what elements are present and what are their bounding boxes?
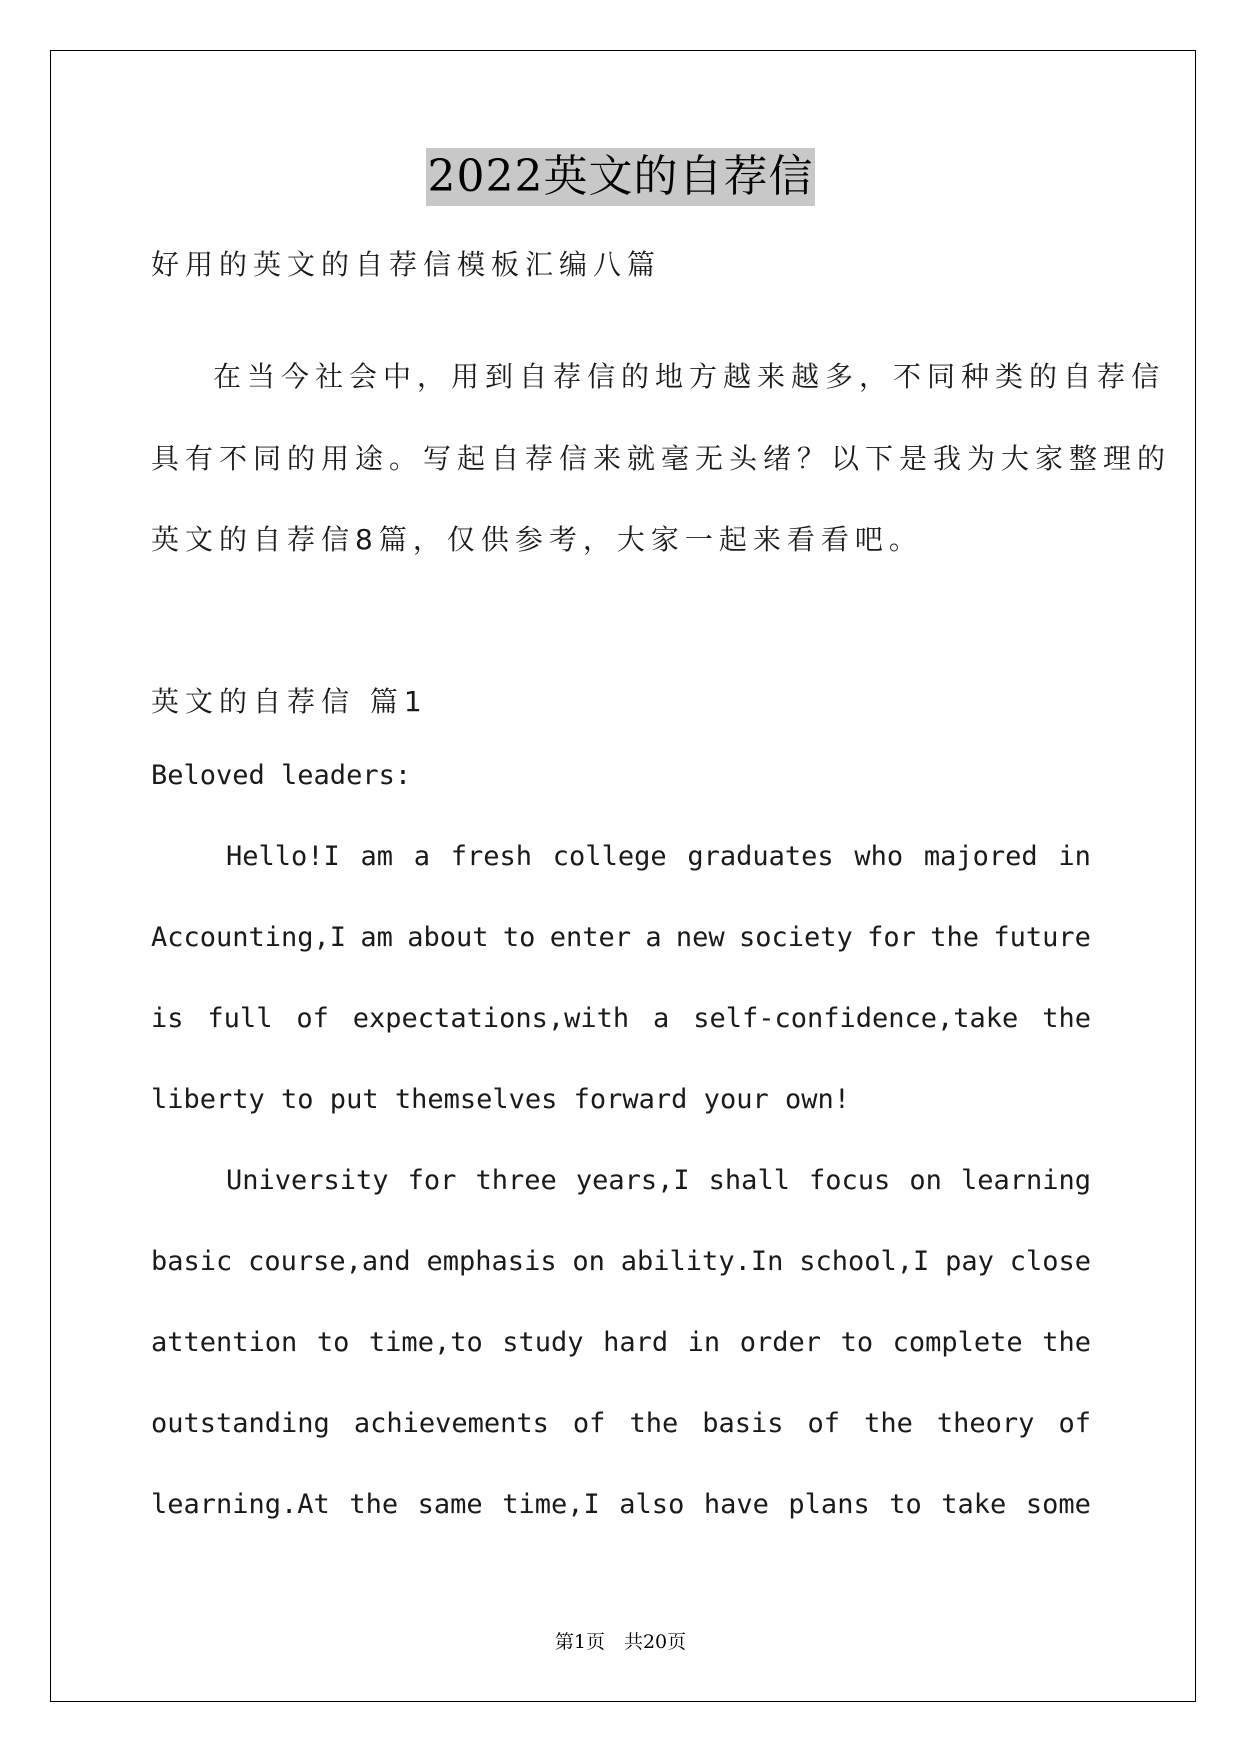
word: ability.In (620, 1246, 784, 1277)
word: for (867, 922, 916, 953)
word: theory (936, 1408, 1035, 1439)
word: of (807, 1408, 841, 1439)
para2-line-1 (226, 1165, 1091, 1196)
word: majored (923, 841, 1038, 872)
word: learning.At (151, 1489, 330, 1520)
word: study (502, 1327, 584, 1358)
para1-line-3 (151, 1003, 1091, 1034)
word: outstanding (151, 1408, 330, 1439)
para2-line-3 (151, 1327, 1091, 1358)
word: pay (945, 1246, 994, 1277)
word: hard (603, 1327, 669, 1358)
word: to (502, 922, 536, 953)
word: fresh (450, 841, 533, 872)
page-border (50, 50, 1196, 1702)
para1-line-1 (226, 841, 1091, 872)
word: for (407, 1165, 457, 1196)
word: society (739, 922, 853, 953)
word: about (407, 922, 489, 953)
word: to (840, 1327, 874, 1358)
document-title: 2022英文的自荐信 (426, 148, 816, 206)
word: enter (549, 922, 631, 953)
word: attention (151, 1327, 298, 1358)
intro-line-1: 在当今社会中，用到自荐信的地方越来越多，不同种类的自荐信 (213, 360, 1166, 393)
section-heading: 英文的自荐信 篇1 (151, 685, 428, 718)
word: new (675, 922, 725, 953)
word: years,I (575, 1165, 690, 1196)
word: time,I (502, 1489, 600, 1520)
word: to (889, 1489, 922, 1520)
word: college (552, 841, 667, 872)
title-container (0, 148, 1241, 206)
word: the (864, 1408, 913, 1439)
word: University (226, 1165, 389, 1196)
word: Accounting,I (151, 922, 347, 953)
page-number: 第1页 共20页 (554, 1631, 687, 1653)
word: order (739, 1327, 822, 1358)
word: is (151, 1003, 184, 1034)
word: am (360, 841, 394, 872)
word: graduates (687, 841, 834, 872)
word: emphasis (426, 1246, 557, 1277)
word: basis (702, 1408, 784, 1439)
word: in (687, 1327, 721, 1358)
word: future (993, 922, 1091, 953)
word: full (207, 1003, 273, 1034)
word: Hello!I (226, 841, 340, 872)
word: learning (960, 1165, 1091, 1196)
word: self-confidence,take (693, 1003, 1019, 1034)
word: of (1058, 1408, 1091, 1439)
subtitle: 好用的英文的自荐信模板汇编八篇 (151, 248, 662, 281)
word: achievements (353, 1408, 549, 1439)
para2-line-5 (151, 1489, 1091, 1520)
word: take (941, 1489, 1007, 1520)
word: the (1042, 1327, 1091, 1358)
word: three (475, 1165, 557, 1196)
para2-line-4 (151, 1408, 1091, 1439)
word: shall (708, 1165, 790, 1196)
word: a (653, 1003, 670, 1034)
word: the (930, 922, 980, 953)
para1-line-2 (151, 922, 1091, 953)
word: the (629, 1408, 679, 1439)
word: school,I (799, 1246, 930, 1277)
word: am (360, 922, 393, 953)
word: a (413, 841, 431, 872)
word: of (572, 1408, 606, 1439)
intro-line-2: 具有不同的用途。写起自荐信来就毫无头绪？以下是我为大家整理的 (151, 442, 1172, 475)
word: who (854, 841, 904, 872)
word: expectations,with (352, 1003, 630, 1034)
word: some (1025, 1489, 1091, 1520)
para2-line-2 (151, 1246, 1091, 1277)
word: to (316, 1327, 350, 1358)
word: have (703, 1489, 769, 1520)
word: plans (788, 1489, 870, 1520)
word: complete (892, 1327, 1023, 1358)
word: time,to (368, 1327, 483, 1358)
word: the (349, 1489, 399, 1520)
word: in (1058, 841, 1091, 872)
word: same (417, 1489, 483, 1520)
para1-line-4: liberty to put themselves forward your own! (151, 1084, 850, 1115)
word: close (1009, 1246, 1091, 1277)
word: of (296, 1003, 329, 1034)
intro-line-3: 英文的自荐信8篇，仅供参考，大家一起来看看吧。 (151, 523, 923, 556)
word: on (572, 1246, 605, 1277)
word: basic (151, 1246, 233, 1277)
word: on (909, 1165, 942, 1196)
word: focus (809, 1165, 891, 1196)
word: a (645, 922, 662, 953)
word: the (1042, 1003, 1091, 1034)
word: also (619, 1489, 685, 1520)
word: course,and (248, 1246, 411, 1277)
salutation: Beloved leaders: (151, 760, 412, 791)
